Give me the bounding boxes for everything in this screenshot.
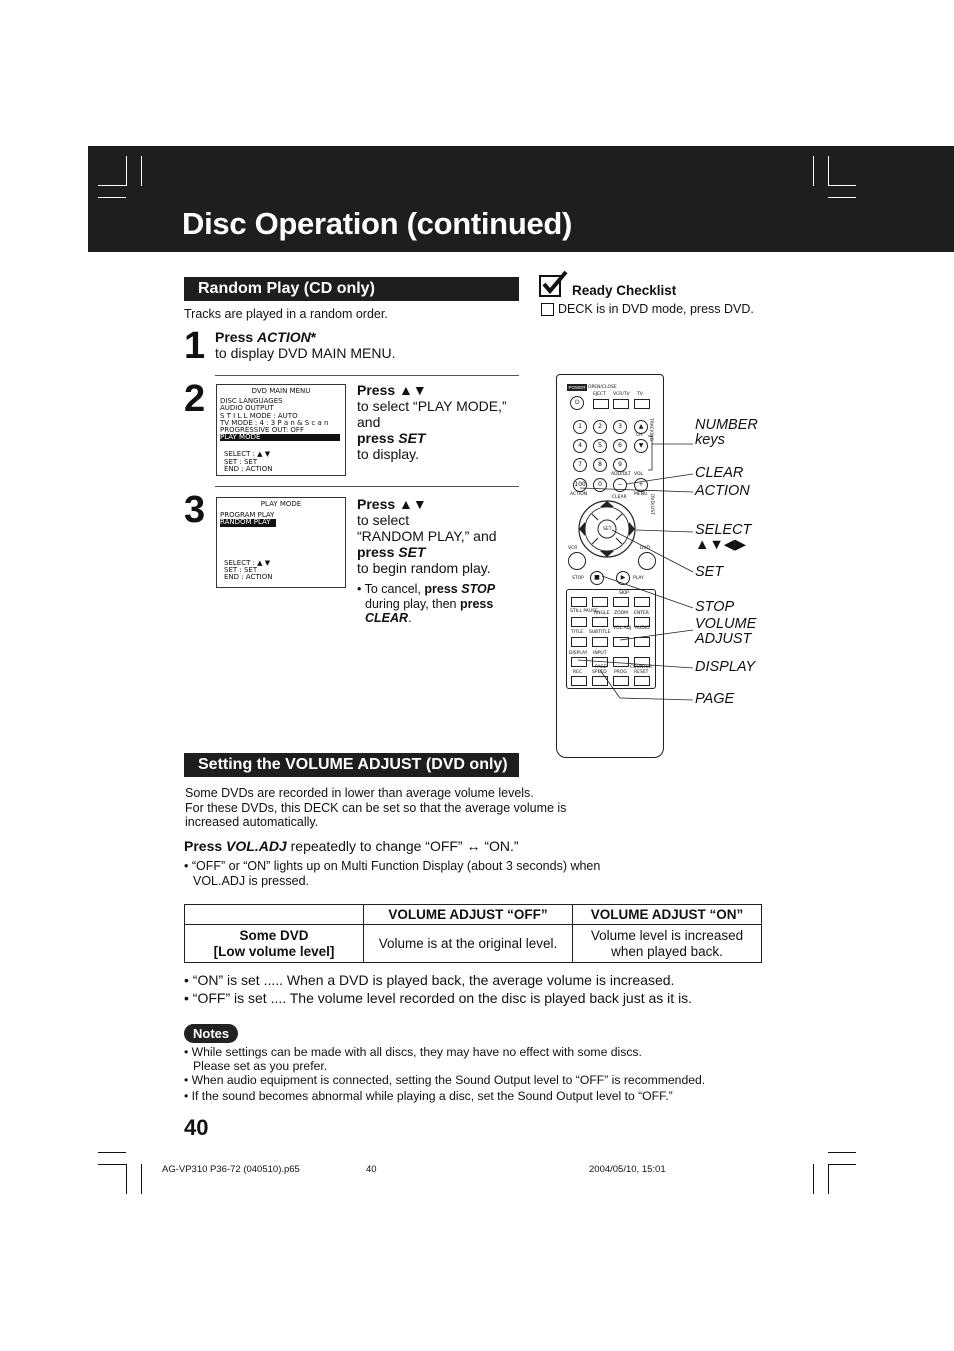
crop-mark — [98, 185, 126, 186]
digit-7-button[interactable]: 7 — [573, 458, 587, 472]
intro-line: Some DVDs are recorded in lower than average volume levels. — [185, 786, 534, 800]
cell-line: [Low volume level] — [213, 943, 335, 959]
screen-row: S T I L L MODE : AUTO — [220, 411, 298, 420]
number-keys-label — [695, 418, 758, 448]
screen-title: PLAY MODE — [260, 500, 302, 508]
state-line: • “OFF” is set .... The volume level recorded on the disc is played back just as it is. — [184, 990, 693, 1006]
dvd-main-menu-screen — [216, 384, 346, 476]
crop-mark — [98, 1164, 126, 1165]
step3-line: to select — [357, 512, 410, 528]
screen-row: AUDIO OUTPUT — [220, 404, 274, 413]
screen-row: TV MODE : 4 : 3 P a n & S c a n — [220, 418, 329, 427]
step3-text — [357, 496, 522, 576]
cancel-note — [357, 582, 522, 626]
crop-mark — [828, 185, 856, 186]
notes-list — [184, 1046, 705, 1103]
step3-line: “RANDOM PLAY,” and — [357, 528, 497, 544]
digit-5-button[interactable]: 5 — [593, 439, 607, 453]
screen-key: END : ACTION — [224, 573, 273, 582]
press-label: Press — [215, 329, 258, 345]
page-label: PAGE — [595, 665, 607, 670]
menu-label: MENU — [634, 492, 648, 497]
table-header: VOLUME ADJUST “ON” — [573, 905, 762, 925]
crop-mark — [828, 1164, 856, 1165]
display-label-callout: DISPLAY — [695, 659, 756, 675]
digit-8-button[interactable]: 8 — [593, 458, 607, 472]
cancel-text: press — [424, 582, 462, 596]
press-label: Press ▲▼ — [357, 382, 427, 398]
notes-label: Notes — [184, 1024, 238, 1043]
open-close-label: OPEN/CLOSE — [588, 385, 617, 390]
rec-label: REC — [573, 670, 583, 675]
vcr-tv-label: VCR/TV — [613, 392, 630, 397]
step-number: 3 — [184, 489, 206, 531]
add-dlt-label: ADD/DLT — [611, 472, 631, 477]
screen-highlight-row: RANDOM PLAY — [220, 519, 276, 526]
set-key: SET — [398, 544, 426, 560]
step-number: 2 — [184, 378, 206, 420]
eject-label: EJECT — [593, 392, 606, 397]
asterisk: * — [310, 329, 317, 345]
action-label: ACTION — [570, 492, 588, 497]
note-item: • When audio equipment is connected, setting the Sound Output level to “OFF” is recommended. — [184, 1073, 706, 1087]
action-key: ACTION — [257, 329, 311, 345]
page-number: 40 — [184, 1115, 209, 1140]
vol-label: VOL — [634, 472, 644, 477]
tv-button[interactable] — [634, 399, 650, 409]
step-number: 1 — [184, 325, 206, 367]
vol-adj-instruction — [184, 838, 519, 854]
screen-key: SELECT : ▲ ▼ — [224, 450, 271, 459]
vol-down-button[interactable]: − — [613, 478, 627, 492]
cancel-text: . — [408, 611, 412, 625]
step2-text — [357, 382, 522, 462]
subtitle-label: SUBTITLE — [589, 630, 611, 635]
checkmark-icon — [539, 270, 569, 298]
crop-mark — [828, 1164, 829, 1194]
digit-9-button[interactable]: 9 — [613, 458, 627, 472]
page-label-callout: PAGE — [695, 691, 735, 707]
zoom-label: ZOOM — [614, 611, 629, 616]
clear-label: CLEAR — [612, 495, 627, 500]
crop-mark — [126, 156, 127, 186]
clear-action-label — [695, 466, 750, 499]
step2-line: to display. — [357, 446, 419, 462]
checklist-item: DECK is in DVD mode, press DVD. — [558, 302, 754, 316]
vcr-label: VCR — [568, 546, 578, 551]
tracking-label: TRACKING — [648, 418, 653, 441]
clear-key: CLEAR — [365, 611, 409, 625]
note-item: • If the sound becomes abnormal while playing a disc, set the Sound Output level to “OFF.” — [184, 1088, 673, 1103]
press-label: Press ▲▼ — [357, 496, 427, 512]
power-button[interactable]: ⏻ — [570, 396, 584, 410]
volume-adjust-heading: Setting the VOLUME ADJUST (DVD only) — [184, 753, 519, 777]
label-line: CLEAR — [695, 465, 744, 481]
label-line: SELECT — [695, 522, 752, 538]
step2-line: to select “PLAY MODE,” — [357, 398, 507, 414]
stop-button[interactable]: ■ — [590, 571, 604, 585]
page-title: Disc Operation (continued) — [182, 206, 573, 241]
vol-adj-bullet — [184, 859, 600, 889]
bullet-line: VOL.ADJ is pressed. — [193, 874, 310, 888]
digit-1-button[interactable]: 1 — [573, 420, 587, 434]
label-line: ADJUST — [695, 631, 752, 647]
stop-key: STOP — [461, 582, 496, 596]
press-label: Press — [184, 838, 227, 854]
digit-100-button[interactable]: 100 — [573, 478, 587, 492]
divider — [215, 375, 519, 376]
screen-key: SET : SET — [224, 565, 258, 574]
screen-title: DVD MAIN MENU — [251, 387, 311, 395]
vol-adj-key: VOL.ADJ — [226, 838, 287, 854]
step1-desc: to display DVD MAIN MENU. — [215, 345, 396, 361]
title-label: TITLE — [571, 630, 584, 635]
label-line: ACTION — [695, 483, 750, 499]
table-cell-on — [573, 925, 762, 963]
crop-mark — [98, 1152, 126, 1153]
footer-page: 40 — [366, 1164, 377, 1175]
random-play-intro: Tracks are played in a random order. — [184, 307, 388, 321]
cell-line: Volume level is increased — [590, 927, 744, 943]
callout-lines — [560, 420, 700, 710]
step2-line: and — [357, 414, 381, 430]
stop-volume-label — [695, 600, 756, 647]
cancel-text: • To cancel, — [357, 582, 425, 596]
cancel-text: during play, then — [365, 596, 460, 611]
audio-label: AUDIO — [635, 626, 650, 631]
note-item: • While settings can be made with all discs, they may have no effect with some discs. — [184, 1045, 642, 1059]
intro-line: increased automatically. — [185, 815, 319, 829]
select-label — [695, 523, 751, 553]
crop-mark — [126, 1164, 127, 1194]
step3-line: to begin random play. — [357, 560, 491, 576]
crop-mark — [813, 1164, 814, 1194]
screen-key: SET : SET — [224, 457, 258, 466]
digit-4-button[interactable]: 4 — [573, 439, 587, 453]
ch-up-button[interactable]: ▲ — [634, 420, 648, 434]
enter-label: ENTER — [634, 611, 649, 616]
prog-label: PROG — [614, 670, 627, 675]
tv-label: TV — [637, 392, 643, 397]
table-row-label — [185, 925, 364, 963]
label-line: keys — [695, 432, 725, 448]
press-label: press — [357, 544, 399, 560]
screen-key: SELECT : ▲ ▼ — [224, 558, 271, 567]
screen-row: PROGRESSIVE OUT: OFF — [220, 426, 304, 435]
input-label: INPUT — [593, 651, 607, 656]
still-pause-label: STILL PAUSE — [570, 609, 598, 614]
checklist-title: Ready Checklist — [572, 283, 677, 298]
label-line: NUMBER — [695, 417, 758, 433]
vol-adj-label: VOL.ADJ — [613, 626, 632, 631]
vcr-tv-button[interactable] — [613, 399, 629, 409]
play-button[interactable]: ▶ — [616, 571, 630, 585]
random-play-heading: Random Play (CD only) — [184, 277, 519, 301]
cell-line: when played back. — [611, 943, 723, 959]
table-cell-off: Volume is at the original level. — [364, 925, 573, 963]
digit-6-button[interactable]: 6 — [613, 439, 627, 453]
screen-row: DISC LANGUAGES — [220, 397, 283, 406]
stop-label: STOP — [572, 576, 584, 581]
screen-highlight-row: PLAY MODE — [220, 434, 340, 441]
set-key: SET — [398, 430, 426, 446]
vol-up-button[interactable]: + — [634, 478, 648, 492]
set-label: SET — [695, 564, 724, 580]
note-item: Please set as you prefer. — [193, 1058, 328, 1073]
speed-label: SPEED — [592, 670, 607, 675]
screen-row: PROGRAM PLAY — [220, 511, 275, 520]
footer-file: AG-VP310 P36-72 (040510).p65 — [162, 1164, 300, 1175]
power-label: POWER — [568, 385, 586, 390]
bullet-line: • “OFF” or “ON” lights up on Multi Function Display (about 3 seconds) when — [184, 859, 601, 873]
crop-mark — [828, 197, 856, 198]
eject-button[interactable] — [593, 399, 609, 409]
ch-label: CH — [636, 433, 643, 438]
label-line: STOP — [695, 599, 735, 615]
crop-mark — [813, 156, 814, 186]
digit-2-button[interactable]: 2 — [593, 420, 607, 434]
ch-down-button[interactable]: ▼ — [634, 439, 648, 453]
counter-label: COUNTER — [630, 665, 653, 670]
crop-mark — [141, 156, 142, 186]
skip-label: SKIP — [619, 591, 629, 596]
play-mode-screen — [216, 497, 346, 588]
play-label: PLAY — [633, 576, 644, 581]
display-label: DISPLAY — [569, 651, 588, 656]
screen-key: END : ACTION — [224, 464, 273, 473]
label-line: VOLUME — [695, 616, 757, 632]
press-label: press — [357, 430, 399, 446]
intro-line: For these DVDs, this DECK can be set so that the average volume is — [185, 800, 567, 815]
dvd-label: DVD — [640, 546, 650, 551]
set-button-label: SET — [603, 527, 612, 532]
step1-text — [215, 329, 395, 361]
checkbox — [541, 303, 554, 316]
crop-mark — [828, 1152, 856, 1153]
on-off-states — [184, 971, 692, 1007]
reset-label: RESET — [634, 670, 649, 675]
cancel-text: press — [459, 596, 494, 611]
volume-adjust-intro — [185, 786, 566, 830]
table-header: VOLUME ADJUST “OFF” — [364, 905, 573, 925]
digit-0-button[interactable]: 0 — [593, 478, 607, 492]
crop-mark — [828, 156, 829, 186]
table-header — [185, 905, 364, 925]
volume-adjust-table — [184, 904, 762, 963]
crop-mark — [141, 1164, 142, 1194]
dvd-list-label: DVD/LIST — [649, 494, 654, 515]
digit-3-button[interactable]: 3 — [613, 420, 627, 434]
crop-mark — [98, 197, 126, 198]
state-line: • “ON” is set ..... When a DVD is played back, the average volume is increased. — [184, 972, 675, 988]
instruction-text: repeatedly to change “OFF” ↔ “ON.” — [286, 838, 519, 854]
angle-label: ANGLE — [594, 611, 610, 616]
divider — [215, 486, 519, 487]
footer-date: 2004/05/10, 15:01 — [589, 1164, 666, 1175]
arrow-icons: ▲▼◀▶ — [695, 537, 747, 553]
cell-line: Some DVD — [239, 927, 309, 943]
